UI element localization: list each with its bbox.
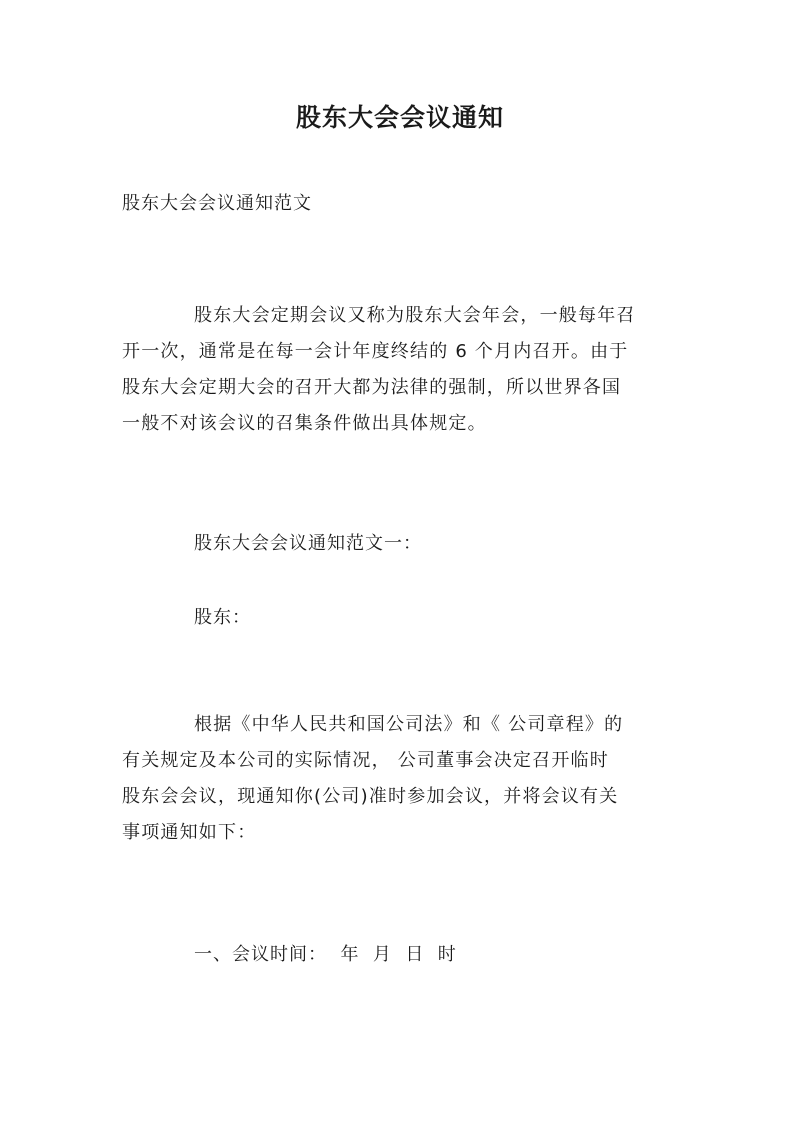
body-line: 根据《中华人民共和国公司法》和《 公司章程》的 [194, 714, 624, 735]
intro-line: 开一次，通常是在每一会计年度终结的 6 个月内召开。由于 [122, 341, 629, 362]
meeting-time-item: 一、会议时间： 年 月 日 时 [194, 944, 457, 965]
document-subtitle: 股东大会会议通知范文 [122, 193, 312, 214]
body-paragraph [122, 707, 682, 851]
body-line: 有关规定及本公司的实际情况， 公司董事会决定召开临时 [122, 750, 609, 771]
intro-paragraph [122, 298, 682, 442]
intro-line: 一般不对该会议的召集条件做出具体规定。 [122, 413, 487, 434]
salutation: 股东： [194, 607, 251, 628]
body-line: 股东会会议，现通知你(公司)准时参加会议，并将会议有关 [122, 786, 619, 807]
body-line: 事项通知如下： [122, 822, 257, 843]
sample-heading: 股东大会会议通知范文一： [194, 533, 422, 554]
document-title: 股东大会会议通知 [295, 103, 504, 132]
intro-line: 股东大会定期会议又称为股东大会年会，一般每年召 [194, 305, 636, 326]
intro-line: 股东大会定期大会的召开大都为法律的强制，所以世界各国 [122, 377, 622, 398]
